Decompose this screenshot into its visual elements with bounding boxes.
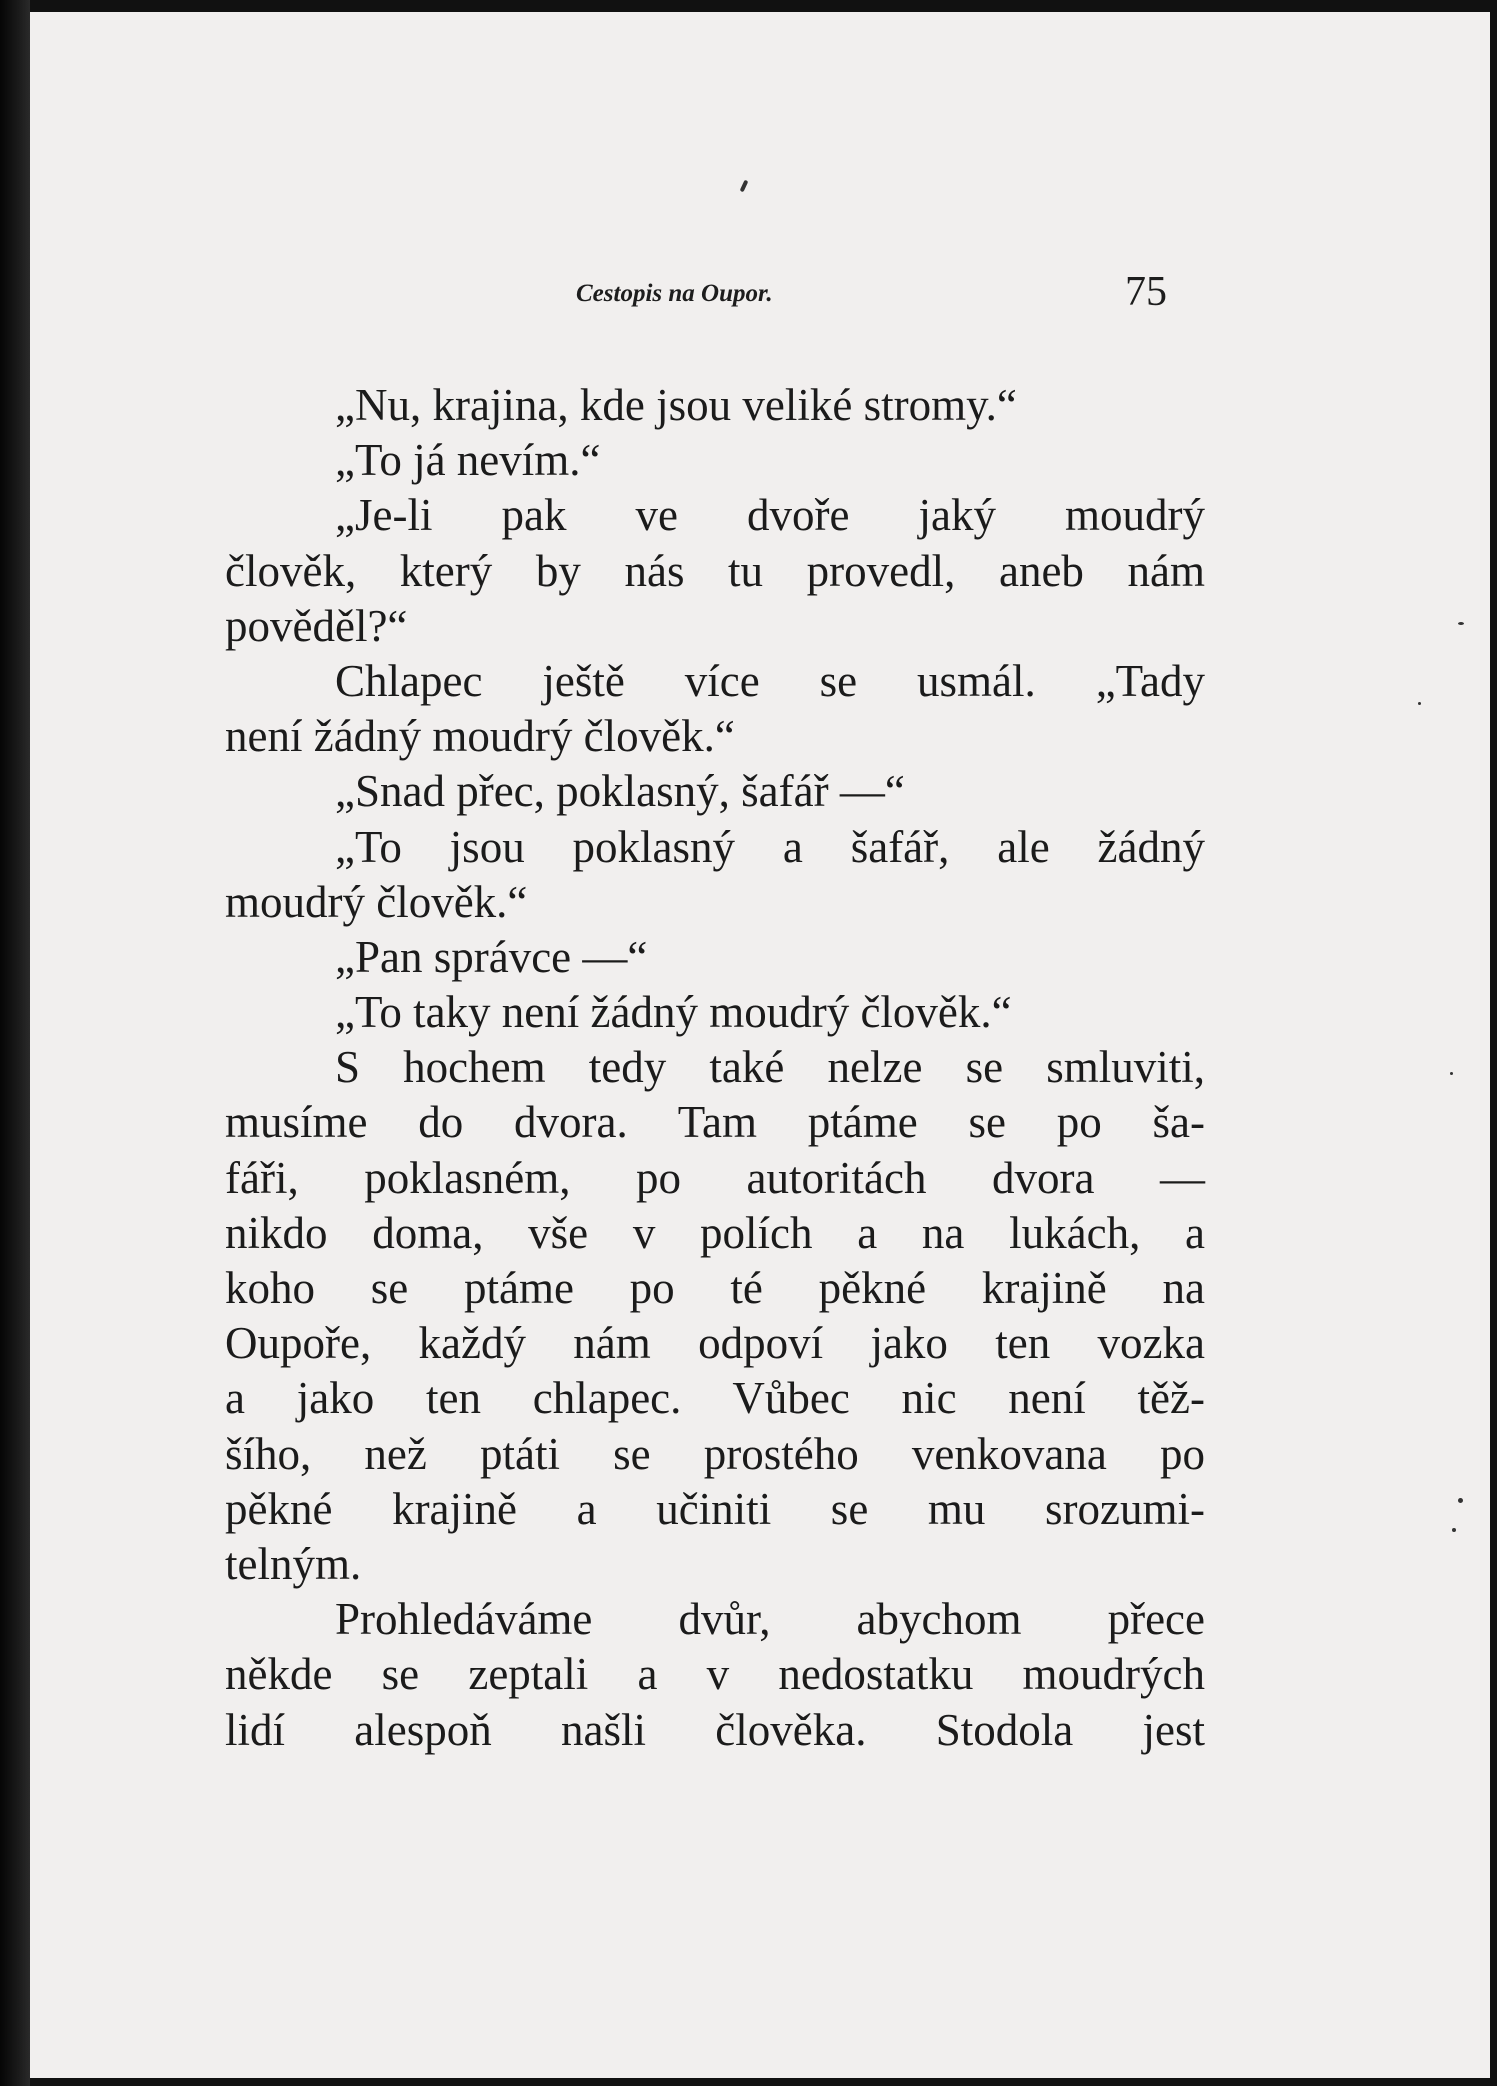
text-line: Chlapec ještě více se usmál. „Tady — [335, 655, 1205, 706]
book-spine-edge — [0, 0, 30, 2086]
running-title: Cestopis na Oupor. — [576, 280, 773, 307]
text-line: někde se zeptali a v nedostatku moudrých — [225, 1649, 1205, 1700]
text-line: fáři, poklasném, po autoritách dvora — — [225, 1152, 1205, 1203]
text-line: lidí alespoň našli člověka. Stodola jest — [225, 1704, 1205, 1755]
text-line: není žádný moudrý člověk.“ — [225, 711, 735, 762]
text-line: „Nu, krajina, kde jsou veliké stromy.“ — [335, 380, 1017, 430]
text-line: „Je-li pak ve dvoře jaký moudrý — [335, 490, 1205, 541]
ink-speck — [1458, 622, 1464, 625]
text-line: moudrý člověk.“ — [225, 876, 528, 927]
text-line: šího, než ptáti se prostého venkovana po — [225, 1428, 1205, 1479]
page-header — [30, 262, 1490, 322]
ink-speck — [1450, 1072, 1453, 1075]
text-line: nikdo doma, vše v polích a na lukách, a — [225, 1207, 1205, 1258]
body-text — [225, 378, 1205, 1758]
text-line: pěkné krajině a učiniti se mu srozumi- — [225, 1483, 1205, 1534]
ink-speck — [1418, 702, 1421, 705]
text-line: musíme do dvora. Tam ptáme se po ša- — [225, 1097, 1205, 1148]
text-line: člověk, který by nás tu provedl, aneb nám — [225, 545, 1205, 596]
text-line: Prohledáváme dvůr, abychom přece — [335, 1594, 1205, 1645]
text-line: Oupoře, každý nám odpoví jako ten vozka — [225, 1318, 1205, 1369]
ink-speck — [1458, 1498, 1463, 1503]
text-line: telným. — [225, 1538, 362, 1589]
text-line: a jako ten chlapec. Vůbec nic není těž- — [225, 1373, 1205, 1424]
book-page — [30, 12, 1490, 2078]
ink-speck — [1452, 1528, 1456, 1532]
text-line: koho se ptáme po té pěkné krajině na — [225, 1263, 1205, 1313]
text-line: „To já nevím.“ — [335, 435, 601, 486]
text-line: S hochem tedy také nelze se smluviti, — [335, 1042, 1205, 1093]
page-number: 75 — [1125, 269, 1167, 315]
text-line: pověděl?“ — [225, 600, 408, 651]
text-line: „Pan správce —“ — [335, 931, 648, 982]
text-line: „To taky není žádný moudrý člověk.“ — [335, 987, 1012, 1038]
ink-speck — [740, 180, 749, 193]
text-line: „Snad přec, poklasný, šafář —“ — [335, 766, 905, 817]
text-line: „To jsou poklasný a šafář, ale žádný — [335, 821, 1205, 872]
